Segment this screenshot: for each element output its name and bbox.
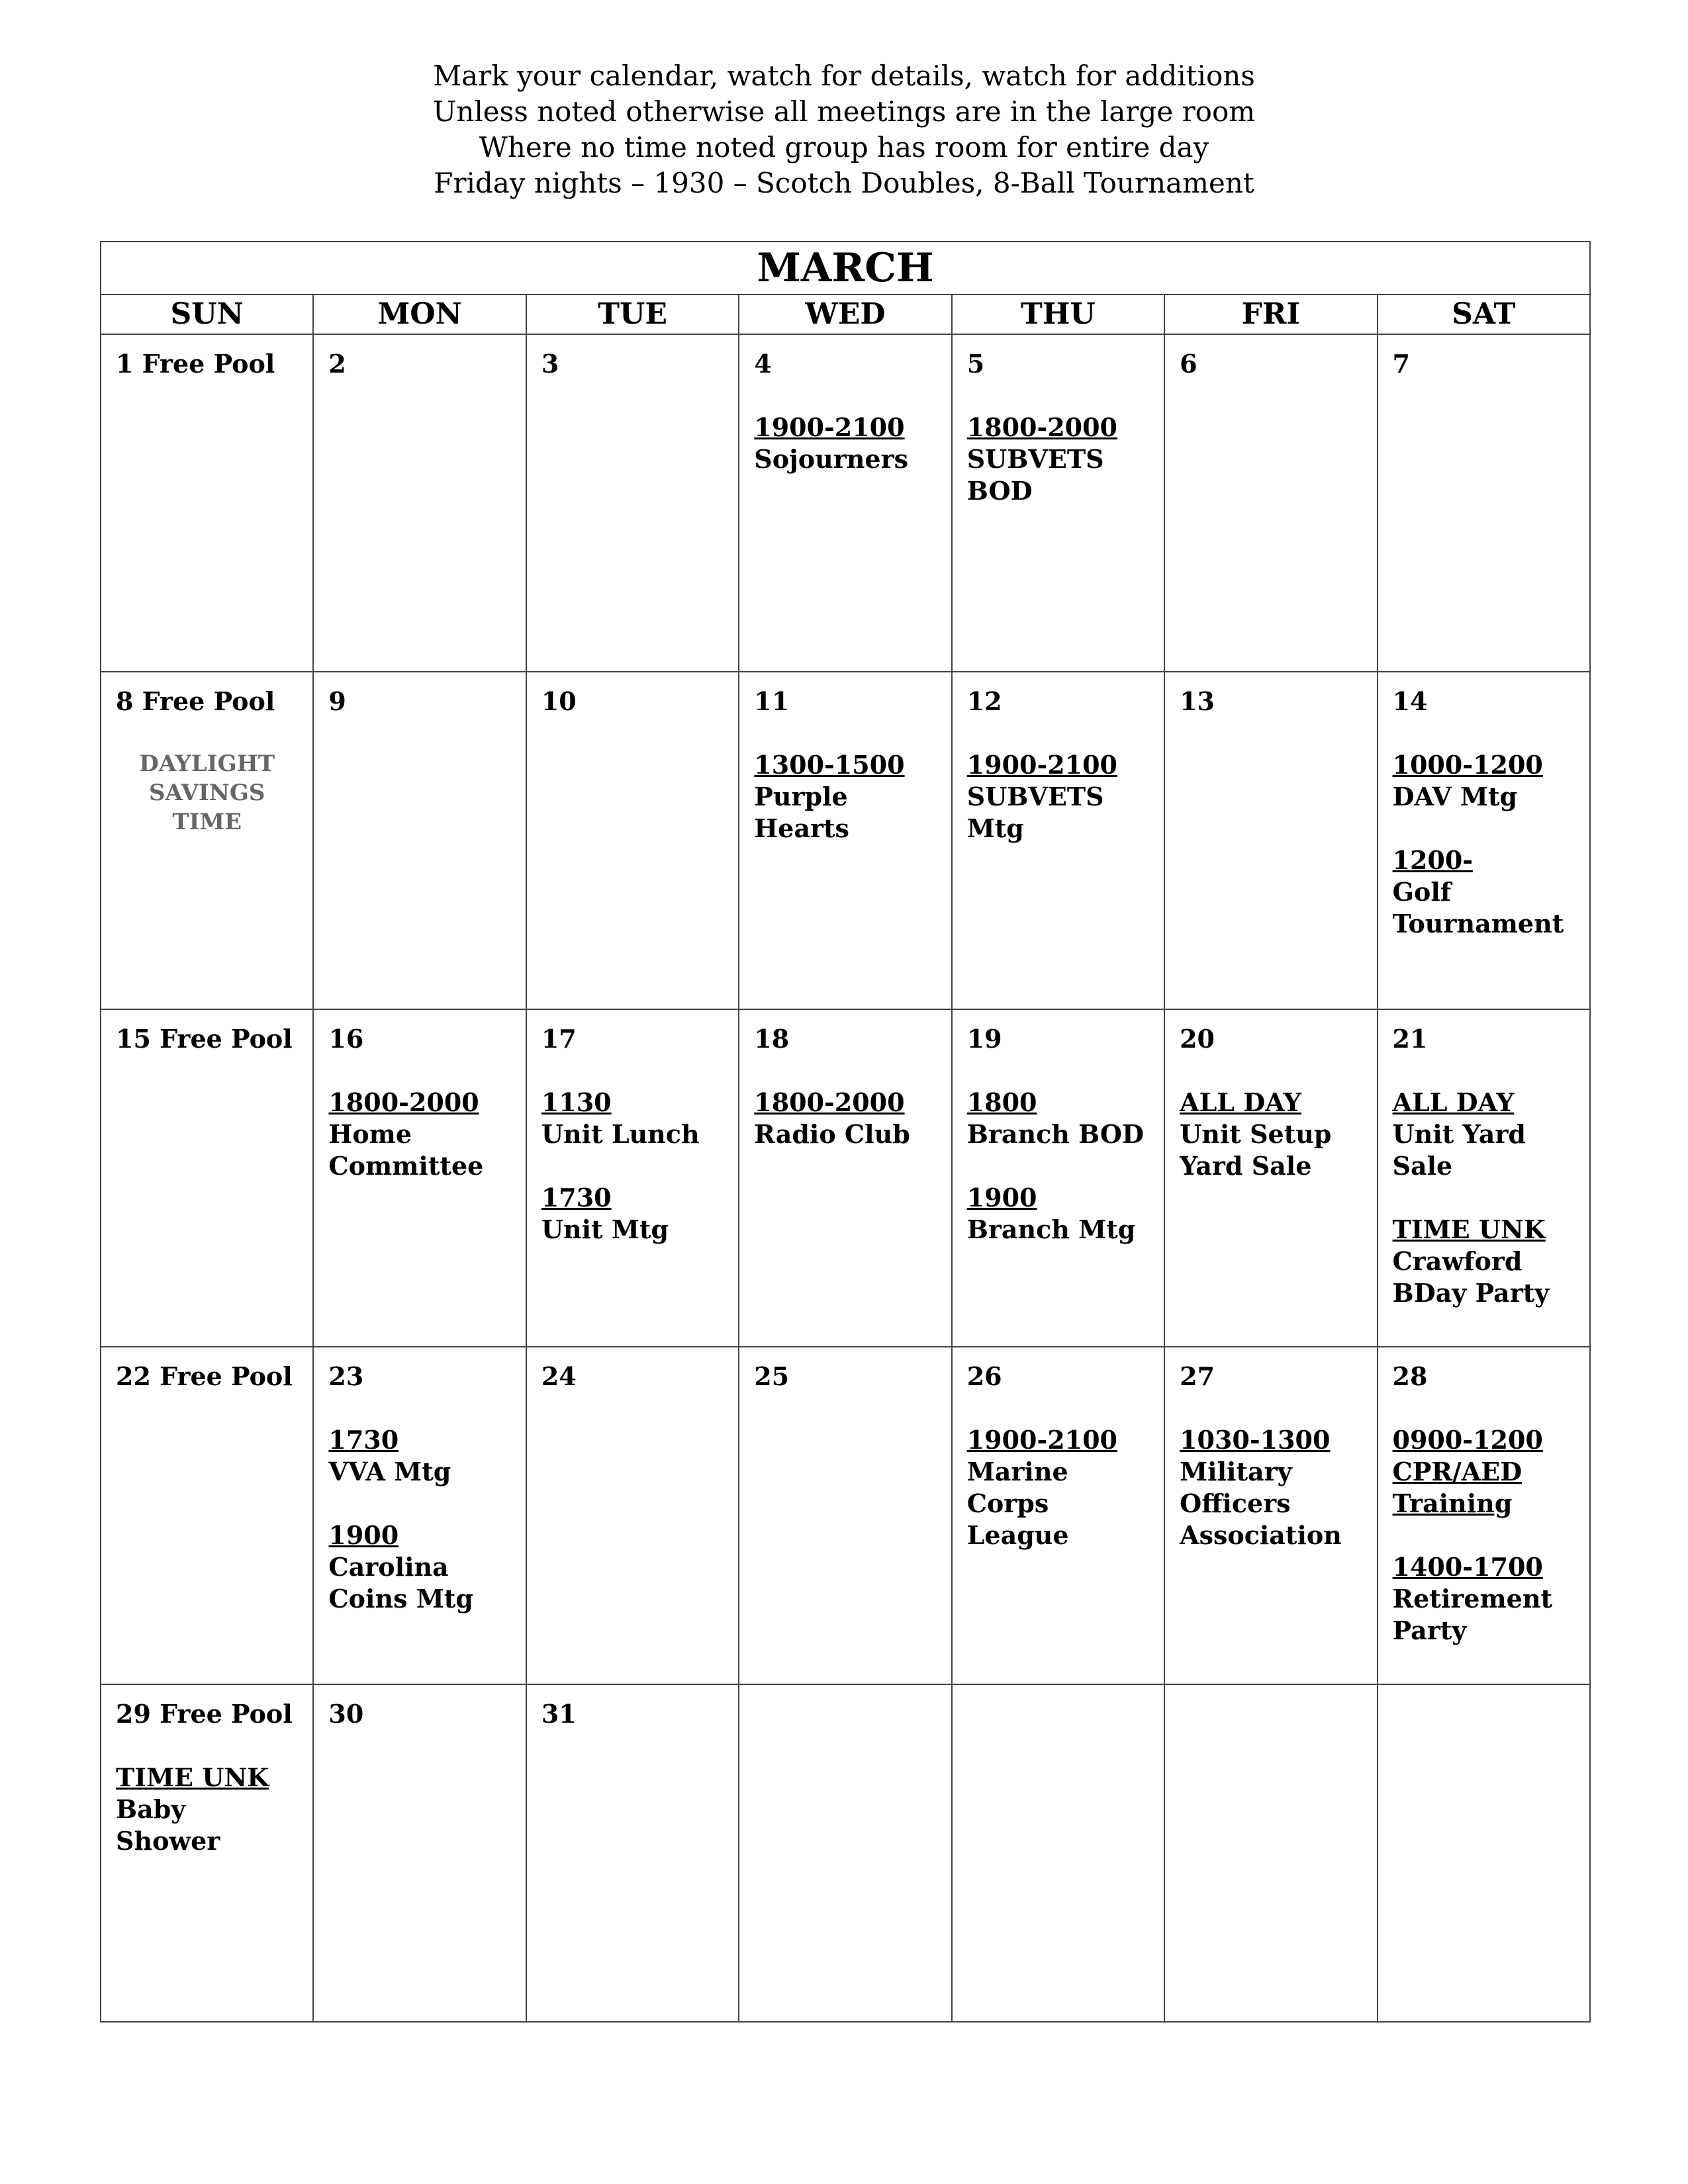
calendar-event <box>1393 1087 1575 1182</box>
event-description: Baby Shower <box>116 1794 220 1856</box>
calendar-event <box>754 412 936 475</box>
event-time: 1800-2000 <box>966 412 1117 442</box>
day-label: 15 Free Pool <box>116 1024 293 1054</box>
event-description: DAV Mtg <box>1392 782 1518 811</box>
event-time: TIME UNK <box>1392 1214 1546 1244</box>
day-cell <box>1378 1347 1590 1684</box>
day-cell <box>313 1684 526 2022</box>
day-label: 14 <box>1392 686 1428 716</box>
event-time: 1030-1300 <box>1180 1425 1331 1455</box>
day-label: 17 <box>541 1024 577 1054</box>
calendar-body <box>101 334 1590 2022</box>
day-of-week-row <box>101 295 1590 334</box>
event-time: 1900 <box>328 1520 399 1550</box>
day-label: 5 <box>966 349 985 379</box>
day-label: 1 Free Pool <box>116 349 275 379</box>
day-cell <box>101 1009 313 1347</box>
calendar-event <box>754 749 936 844</box>
day-cell <box>739 334 951 672</box>
day-cell <box>526 334 739 672</box>
day-label: 29 Free Pool <box>116 1699 293 1729</box>
day-cell <box>313 1009 526 1347</box>
event-description: Unit Lunch <box>541 1119 700 1149</box>
day-cell <box>1378 334 1590 672</box>
event-time: 1800-2000 <box>328 1087 479 1117</box>
day-label: 9 <box>328 686 346 716</box>
day-cell <box>952 1684 1164 2022</box>
day-label: 26 <box>966 1361 1002 1391</box>
calendar-event <box>1180 1424 1362 1551</box>
day-label: 30 <box>328 1699 364 1729</box>
dow-header: TUE <box>526 295 739 334</box>
day-cell <box>952 1009 1164 1347</box>
day-cell <box>952 334 1164 672</box>
week-row <box>101 334 1590 672</box>
day-cell <box>526 1684 739 2022</box>
day-cell <box>101 672 313 1009</box>
day-label: 7 <box>1392 349 1410 379</box>
week-row <box>101 1347 1590 1684</box>
calendar-event <box>967 1087 1149 1150</box>
calendar-event <box>1393 1551 1575 1647</box>
event-time: 1900-2100 <box>966 1425 1117 1455</box>
event-description: Branch BOD <box>966 1119 1144 1149</box>
event-time: ALL DAY <box>1392 1087 1515 1117</box>
calendar-event <box>967 749 1149 844</box>
day-cell <box>739 1684 951 2022</box>
day-note: DAYLIGHT SAVINGS TIME <box>139 751 275 835</box>
dow-header: MON <box>313 295 526 334</box>
event-time: ALL DAY <box>1180 1087 1301 1117</box>
calendar-event <box>1180 1087 1362 1182</box>
calendar-event <box>328 1424 510 1488</box>
week-row <box>101 1684 1590 2022</box>
day-cell <box>313 1347 526 1684</box>
day-label: 12 <box>966 686 1002 716</box>
calendar-event <box>116 1762 298 1857</box>
event-description: Military Officers Association <box>1180 1457 1342 1550</box>
calendar-event <box>541 1087 724 1150</box>
week-row <box>101 1009 1590 1347</box>
event-description: SUBVETS Mtg <box>966 782 1104 843</box>
day-label: 20 <box>1180 1024 1215 1054</box>
calendar-table <box>100 241 1591 2023</box>
day-cell <box>1378 1009 1590 1347</box>
day-label: 25 <box>754 1361 790 1391</box>
event-description: Marine Corps League <box>966 1457 1069 1550</box>
event-time: 1130 <box>541 1087 612 1117</box>
event-description: Radio Club <box>754 1119 910 1149</box>
day-cell <box>526 672 739 1009</box>
day-cell <box>739 672 951 1009</box>
note-line: Where no time noted group has room for entire day <box>479 131 1209 163</box>
day-cell <box>952 1347 1164 1684</box>
day-cell <box>739 1009 951 1347</box>
event-time: 1900 <box>966 1183 1037 1212</box>
day-cell <box>526 1009 739 1347</box>
day-label: 2 <box>328 349 346 379</box>
day-cell <box>1164 1347 1377 1684</box>
event-description: Unit Yard Sale <box>1392 1119 1526 1181</box>
event-description: Crawford BDay Party <box>1392 1246 1550 1308</box>
note-line: Unless noted otherwise all meetings are in the large room <box>432 95 1256 128</box>
day-cell <box>526 1347 739 1684</box>
event-time: 1800 <box>966 1087 1037 1117</box>
day-cell <box>952 672 1164 1009</box>
note-line: Friday nights – 1930 – Scotch Doubles, 8-Ball Tournament <box>434 167 1254 199</box>
dow-header: WED <box>739 295 951 334</box>
day-cell <box>1164 334 1377 672</box>
dow-header: SAT <box>1378 295 1590 334</box>
day-label: 27 <box>1180 1361 1215 1391</box>
month-title: MARCH <box>101 242 1590 295</box>
calendar-event <box>967 1424 1149 1551</box>
calendar-event <box>1393 1424 1575 1520</box>
day-label: 21 <box>1392 1024 1428 1054</box>
event-description: CPR/AED Training <box>1392 1457 1523 1518</box>
event-time: 1000-1200 <box>1392 750 1543 780</box>
note-line: Mark your calendar, watch for details, watch for additions <box>433 60 1255 92</box>
event-description: Carolina Coins Mtg <box>328 1552 473 1614</box>
day-cell <box>313 334 526 672</box>
day-cell <box>1164 672 1377 1009</box>
calendar-event <box>967 412 1149 507</box>
day-label: 24 <box>541 1361 577 1391</box>
day-label: 18 <box>754 1024 790 1054</box>
event-description: Purple Hearts <box>754 782 849 843</box>
day-label: 8 Free Pool <box>116 686 275 716</box>
event-time: 1730 <box>328 1425 399 1455</box>
event-description: Retirement Party <box>1392 1584 1553 1645</box>
day-label: 10 <box>541 686 577 716</box>
day-cell <box>101 1684 313 2022</box>
header-notes <box>0 58 1688 201</box>
day-label: 13 <box>1180 686 1215 716</box>
calendar-event <box>754 1087 936 1150</box>
event-time: 1900-2100 <box>966 750 1117 780</box>
event-description: SUBVETS BOD <box>966 444 1104 506</box>
day-label: 4 <box>754 349 772 379</box>
day-label: 3 <box>541 349 559 379</box>
day-label: 6 <box>1180 349 1197 379</box>
calendar-event <box>328 1087 510 1182</box>
day-cell <box>1164 1009 1377 1347</box>
event-description: Unit Mtg <box>541 1214 669 1244</box>
event-description: Unit Setup Yard Sale <box>1180 1119 1332 1181</box>
calendar-event <box>1393 1214 1575 1309</box>
day-label: 11 <box>754 686 790 716</box>
event-time: 1730 <box>541 1183 612 1212</box>
event-time: 0900-1200 <box>1392 1425 1543 1455</box>
day-cell <box>739 1347 951 1684</box>
week-row <box>101 672 1590 1009</box>
calendar-event <box>328 1520 510 1615</box>
event-description: VVA Mtg <box>328 1457 451 1486</box>
dow-header: THU <box>952 295 1164 334</box>
event-description: Branch Mtg <box>966 1214 1136 1244</box>
event-time: TIME UNK <box>116 1762 269 1792</box>
event-description: Home Committee <box>328 1119 484 1181</box>
day-label: 19 <box>966 1024 1002 1054</box>
day-cell <box>1378 1684 1590 2022</box>
event-time: 1800-2000 <box>754 1087 905 1117</box>
day-label: 28 <box>1392 1361 1428 1391</box>
event-description: Sojourners <box>754 444 909 474</box>
event-description: Golf Tournament <box>1392 877 1564 938</box>
dow-header: FRI <box>1164 295 1377 334</box>
dow-header: SUN <box>101 295 313 334</box>
day-label: 16 <box>328 1024 364 1054</box>
calendar-event <box>1393 844 1575 940</box>
day-label: 23 <box>328 1361 364 1391</box>
event-time: 1400-1700 <box>1392 1552 1543 1582</box>
event-time: 1900-2100 <box>754 412 905 442</box>
day-cell <box>1164 1684 1377 2022</box>
day-label: 31 <box>541 1699 577 1729</box>
calendar-event <box>1393 749 1575 813</box>
event-time: 1300-1500 <box>754 750 905 780</box>
day-label: 22 Free Pool <box>116 1361 293 1391</box>
calendar-event <box>541 1182 724 1246</box>
event-time: 1200- <box>1392 845 1474 875</box>
calendar-event <box>967 1182 1149 1246</box>
day-cell <box>101 1347 313 1684</box>
day-cell <box>313 672 526 1009</box>
day-cell <box>1378 672 1590 1009</box>
day-cell <box>101 334 313 672</box>
